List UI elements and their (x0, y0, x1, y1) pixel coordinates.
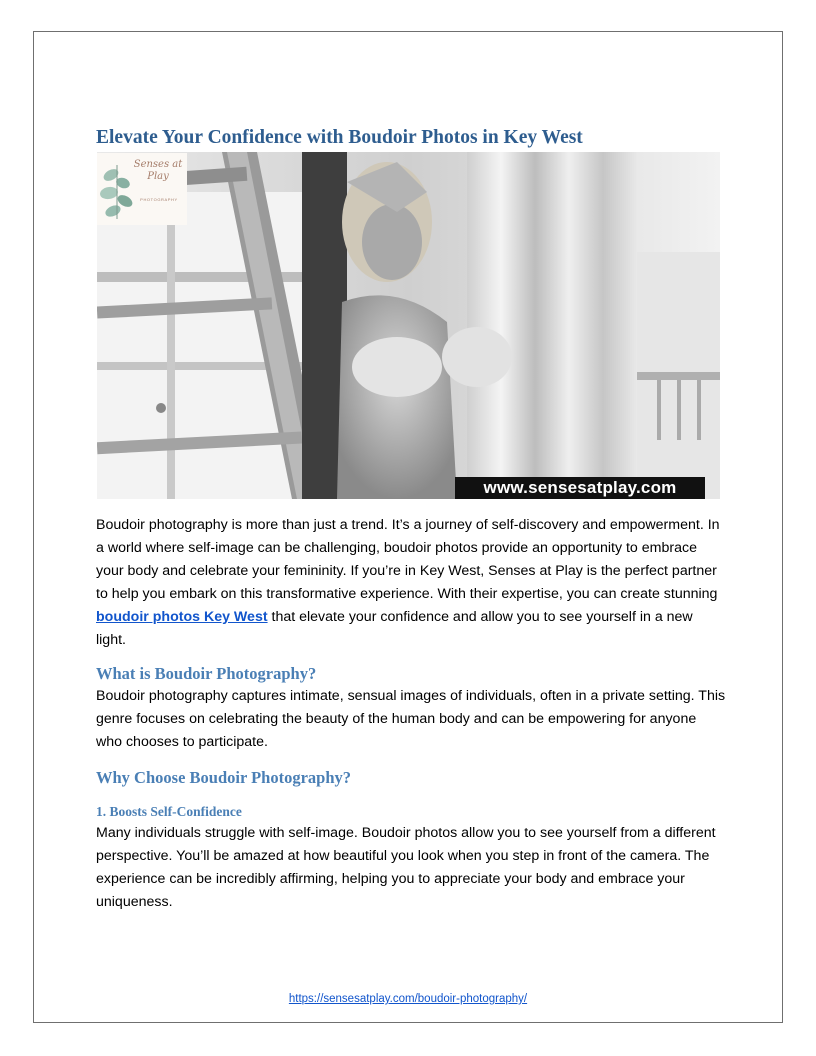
logo-script-text: Senses at Play (133, 159, 183, 182)
page-title: Elevate Your Confidence with Boudoir Photos in Key West (96, 127, 583, 148)
section-heading-what-is-boudoir: What is Boudoir Photography? (96, 664, 317, 683)
section-heading-why-choose: Why Choose Boudoir Photography? (96, 768, 352, 787)
hero-photo (97, 152, 720, 499)
intro-text-before: Boudoir photography is more than just a trend. It’s a journey of self-discovery and empowerment. In a world where self-image can be challenging, boudoir photos provide an opportunity to embrace your body and celebrate your femininity. If you’re in Key West, Senses at Play is the perfect partner to help you embark on this transformative experience. With their expertise, you can create stunning (96, 517, 720, 602)
subheading-boosts-self-confidence: 1. Boosts Self-Confidence (96, 804, 242, 819)
footer-url-link[interactable]: https://sensesatplay.com/boudoir-photography/ (288, 993, 528, 1005)
page-footer (0, 993, 816, 1005)
hero-photo-illustration (97, 152, 720, 499)
section-body-boosts-self-confidence: Many individuals struggle with self-image. Boudoir photos allow you to see yourself from a different perspective. You’ll be amazed at how beautiful you look when you step in front of the camera. The experience can be incredibly affirming, helping you to appreciate your body and embrace your uniqueness. (96, 825, 716, 910)
boudoir-photos-key-west-link[interactable]: boudoir photos Key West (96, 609, 268, 625)
intro-text-after: that elevate your confidence and allow you to see yourself in a new light. (96, 609, 693, 648)
photo-watermark: www.sensesatplay.com (455, 477, 705, 499)
senses-at-play-logo (97, 153, 187, 225)
intro-paragraph (96, 514, 726, 652)
section-body-what-is-boudoir: Boudoir photography captures intimate, sensual images of individuals, often in a private setting. This genre focuses on celebrating the beauty of the human body and can be empowering for anyone who chooses to participate. (96, 688, 726, 750)
logo-subtitle: PHOTOGRAPHY (140, 197, 178, 202)
